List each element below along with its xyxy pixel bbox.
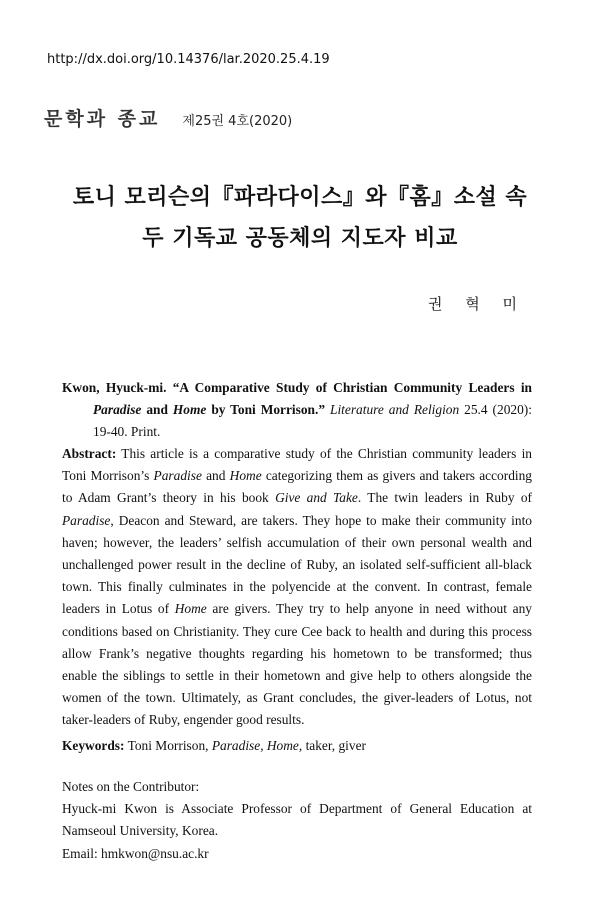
citation-line-1 (62, 377, 532, 399)
contributor-email[interactable]: Email: hmkwon@nsu.ac.kr (62, 845, 209, 861)
abstract (62, 443, 532, 732)
notes-heading: Notes on the Contributor: (62, 779, 200, 794)
notes-line-2: Namseoul University, Korea. (62, 823, 219, 839)
volume-issue: 제25권 4호(2020) (182, 114, 293, 129)
citation-volume: 25.4 (2020): (459, 402, 532, 418)
abstract-text: categorizing them as givers and takers according to Adam Grant’s theory in his book (62, 468, 532, 506)
abstract-italic: Paradise (153, 468, 202, 484)
abstract-text: and (201, 468, 230, 484)
keywords-label: Keywords: (62, 738, 125, 753)
abstract-text: . The twin leaders in Ruby of (357, 490, 532, 506)
doi-link[interactable]: http://dx.doi.org/10.14376/lar.2020.25.4.19 (47, 52, 330, 67)
abstract-text: , Deacon and Steward, are takers. They hope to make their community into haven; however, the leaders’ selfish accumulation of their own personal wealth and unchallenged power result in the decline of Ruby, an isolated self-sufficient all-black town. This finally culminates in the polyencide at the convent. In contrast, female leaders in Lotus of (62, 512, 532, 617)
keywords-text: taker, giver (302, 738, 367, 753)
abstract-italic: Give and Take (275, 490, 358, 506)
keywords-text: Toni Morrison, (124, 738, 212, 753)
abstract-italic: Home (229, 468, 262, 484)
citation-by: by Toni Morrison.” (206, 402, 326, 418)
citation (62, 377, 532, 444)
citation-pages: 19-40. Print. (93, 424, 161, 440)
journal-header (44, 104, 292, 131)
citation-author: Kwon, Hyuck-mi. (62, 380, 167, 395)
contributor-notes (62, 776, 532, 865)
abstract-label: Abstract: (62, 446, 117, 461)
keywords (62, 735, 532, 757)
citation-journal: Literature and Religion (330, 402, 460, 418)
citation-line-2 (62, 399, 532, 421)
journal-logo: 문학과 종교 (44, 108, 161, 130)
citation-title: “A Comparative Study of Christian Community Leaders in (172, 380, 532, 395)
abstract-text: This article is a comparative study of the Christian community leaders in Toni Morrison’s (62, 446, 532, 484)
notes-line-1: Hyuck-mi Kwon is Associate Professor of Department of General Education at (62, 801, 532, 817)
abstract-italic: Home (174, 601, 207, 617)
paper-title-line-2: 두 기독교 공동체의 지도자 비교 (142, 226, 458, 251)
citation-work-home: Home (172, 402, 207, 418)
citation-and: and (141, 402, 173, 418)
author-name: 권 혁 미 (427, 295, 526, 313)
citation-work-paradise: Paradise (93, 402, 142, 418)
abstract-text: are givers. They try to help anyone in need without any conditions based on Christianity. They cure Cee back to health and during this process allow Frank’s negative thoughts regarding his hometown to be transformed; thus enable the siblings to settle in their hometown and give help to others alongside the women of the town. Ultimately, as Grant concludes, the giver-leaders of Lotus, not taker-leaders of Ruby, engender good results. (62, 601, 532, 728)
paper-title-line-1: 토니 모리슨의『파라다이스』와『홈』소설 속 (72, 185, 528, 210)
keywords-italic: Paradise, Home, (211, 738, 303, 753)
abstract-italic: Paradise (62, 512, 111, 528)
